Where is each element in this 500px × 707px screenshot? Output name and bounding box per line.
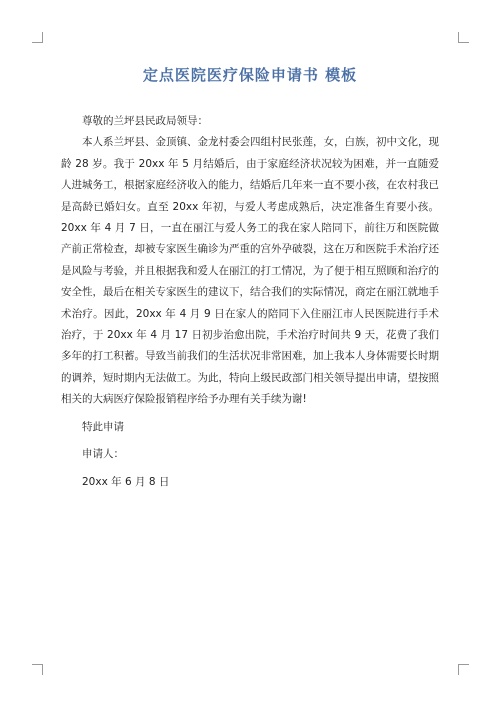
corner-mark-bottom-left	[32, 664, 43, 675]
document-title: 定点医院医疗保险申请书 模板	[142, 66, 358, 84]
document-date: 20xx 年 6 月 8 日	[82, 475, 170, 488]
corner-mark-top-left	[32, 32, 43, 43]
body-paragraph: 本人系兰坪县、金顶镇、金龙村委会四组村民张莲，女，白族，初中文化，现龄 28 岁。我于 20xx 年 5 月结婚后，由于家庭经济状况较为困难，并一直随爱人进城务工，根据家庭经济收入的能力，结婚后几年来一直不要小孩，在农村我已是高龄已婚妇女。直至 20xx 年初，与爱人考虑成熟后，决定准备生育要小孩。20xx 年 4 月 7 日，一直在丽江与爱人务工的我在家人陪同下，前往万和医院做产前正常检查，却被专家医生确诊为严重的宫外孕破裂，这在万和医院手术治疗还是风险与考验，并且根据我和爱人在丽江的打工情况，为了便于相互照顾和治疗的安全性，最后在相关专家医生的建议下，结合我们的实际情况，商定在丽江就地手术治疗。因此，20xx 年 4 月 9 日在家人的陪同下入住丽江市人民医院进行手术治疗，于 20xx 年 4 月 17 日初步治愈出院，手术治疗时间共 9 天，花费了我们多年的打工积蓄。导致当前我们的生活状况非常困难，加上我本人身体需要长时期的调养，短时期内无法做工。为此，特向上级民政部门相关领导提出申请，望按照相关的大病医疗保险报销程序给予办理有关手续为谢!	[61, 136, 439, 406]
applicant-label: 申请人：	[82, 448, 124, 461]
corner-mark-bottom-right	[458, 664, 469, 675]
closing-line: 特此申请	[82, 420, 124, 433]
salutation: 尊敬的兰坪县民政局领导：	[82, 115, 208, 127]
document-body	[61, 111, 439, 493]
corner-mark-top-right	[458, 32, 469, 43]
